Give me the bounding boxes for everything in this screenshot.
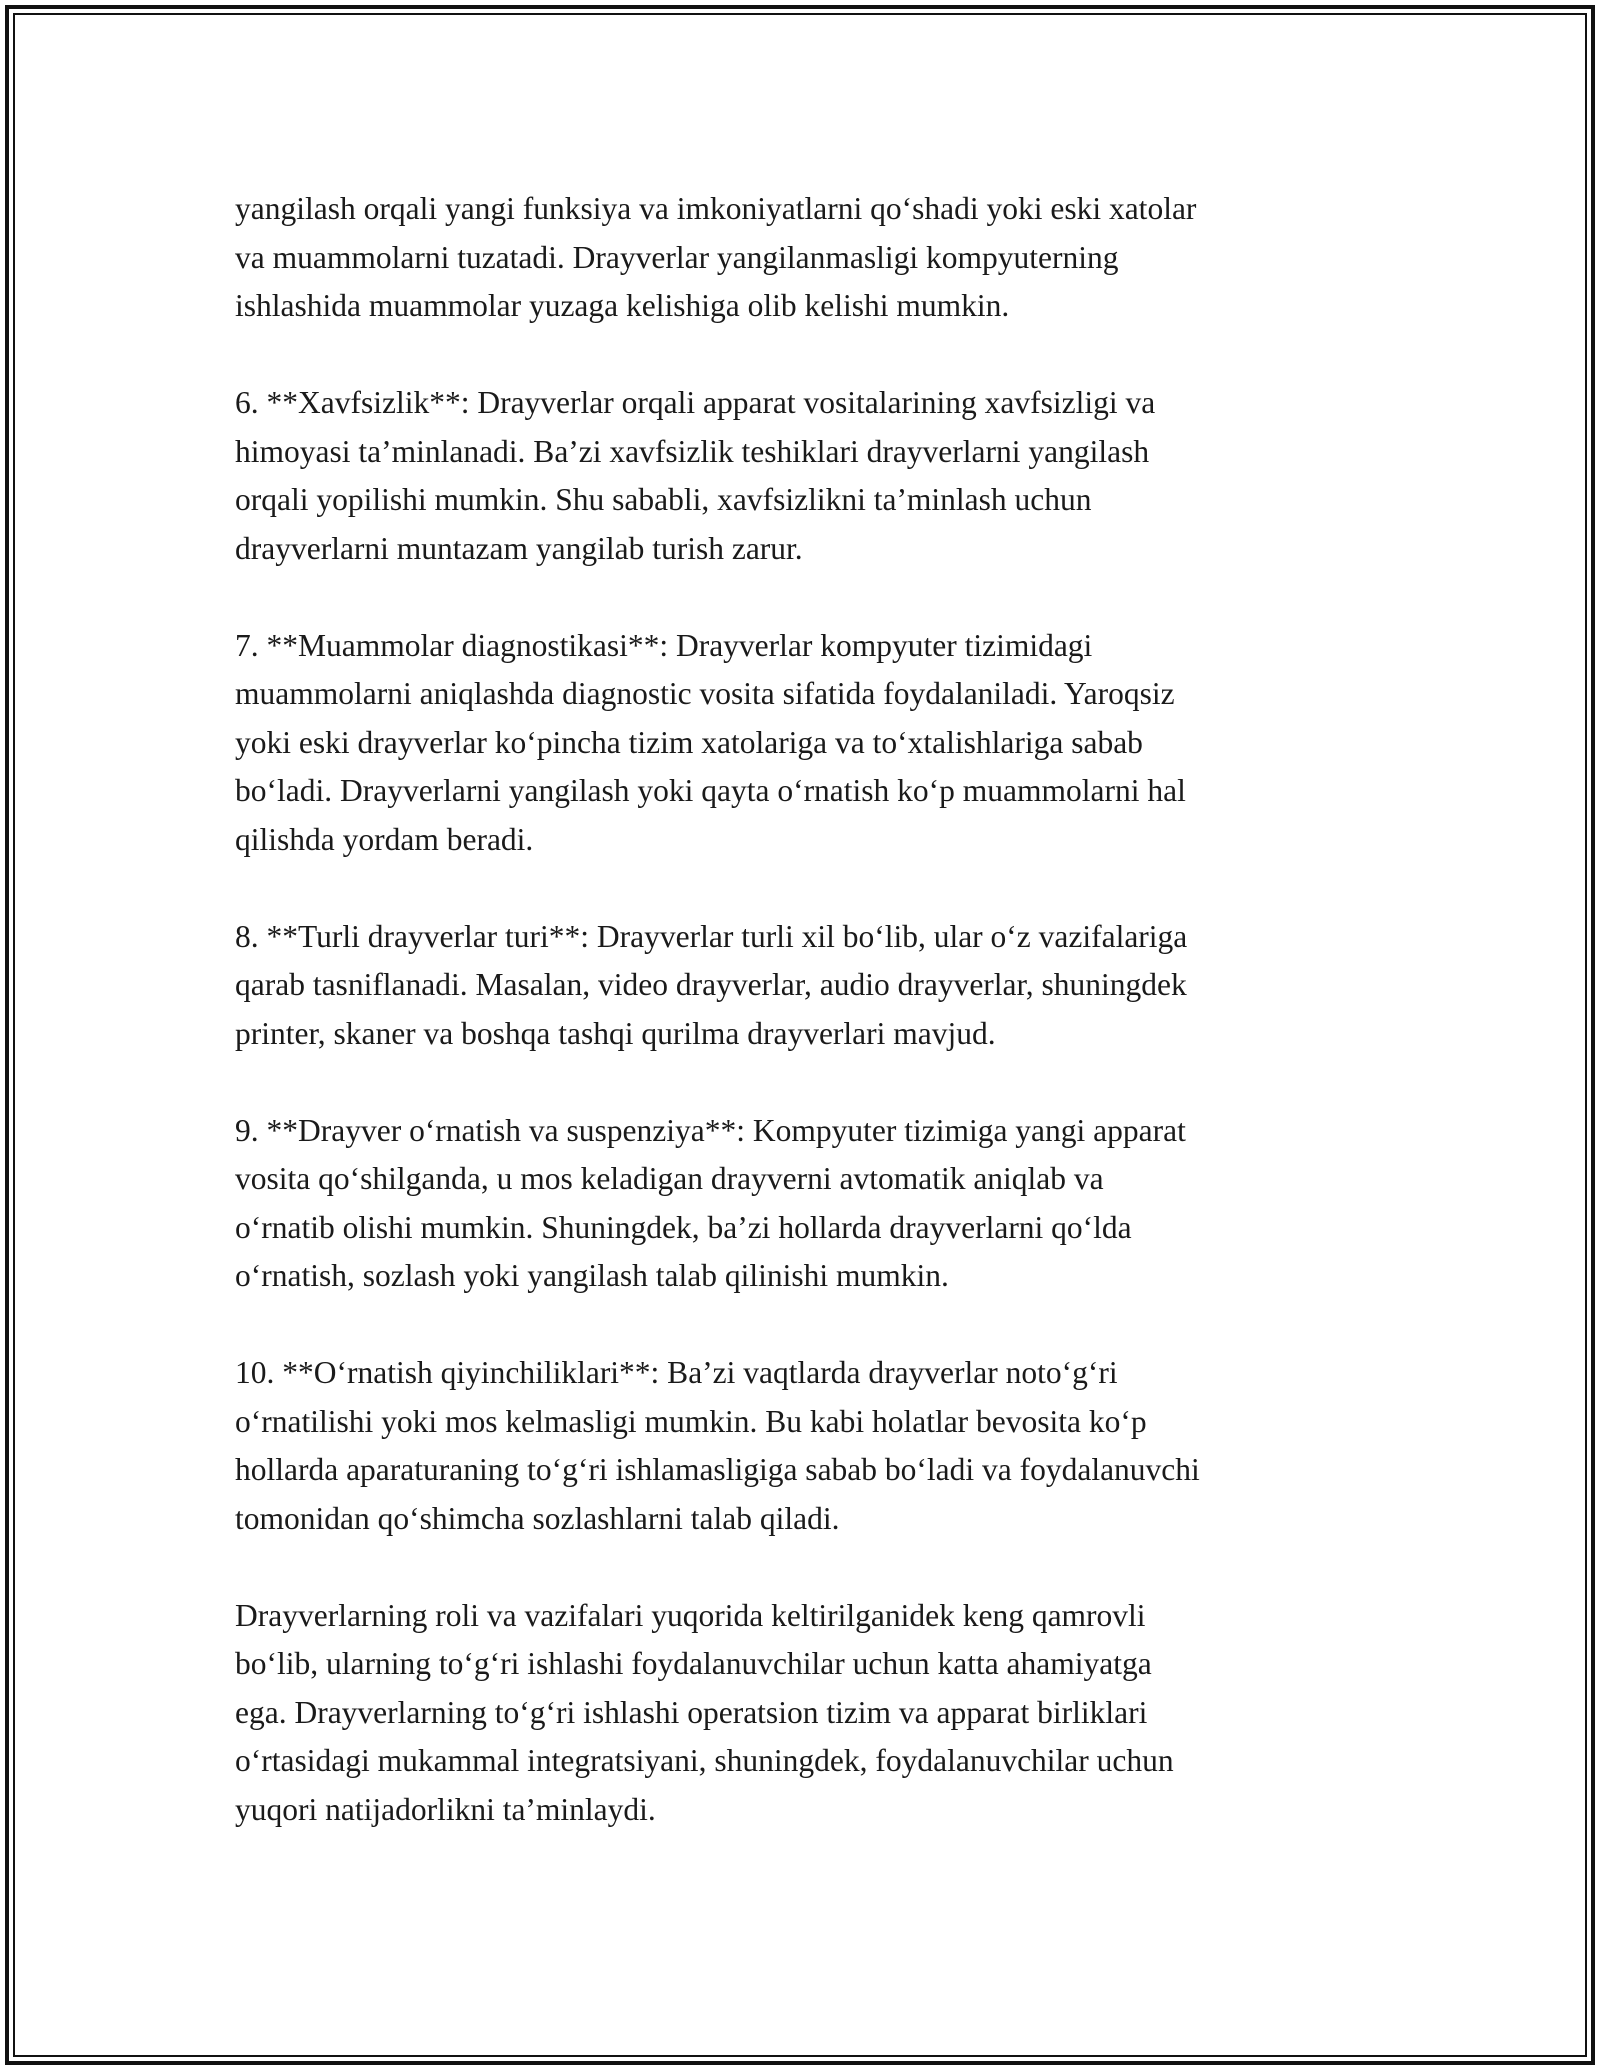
text-line: ishlashida muammolar yuzaga kelishiga olib kelishi mumkin. [235, 288, 1010, 323]
text-line: yuqori natijadorlikni ta’minlaydi. [235, 1791, 656, 1827]
document-body [235, 185, 1385, 1883]
text-line: orqali yopilishi mumkin. Shu sababli, xavfsizlikni ta’minlash uchun [235, 482, 1092, 517]
text-line: printer, skaner va boshqa tashqi qurilma drayverlari mavjud. [235, 1015, 996, 1051]
text-line: o‘rnatib olishi mumkin. Shuningdek, ba’zi hollarda drayverlarni qo‘lda [235, 1209, 1132, 1245]
text-line: muammolarni aniqlashda diagnostic vosita sifatida foydalaniladi. Yaroqsiz [235, 676, 1175, 711]
text-line: yangilash orqali yangi funksiya va imkoniyatlarni qo‘shadi yoki eski xatolar [235, 191, 1197, 226]
paragraph-item-8 [235, 913, 1385, 1059]
text-line: o‘rnatish, sozlash yoki yangilash talab qilinishi mumkin. [235, 1258, 949, 1293]
text-line: o‘rnatilishi yoki mos kelmasligi mumkin. Bu kabi holatlar bevosita ko‘p [235, 1403, 1147, 1439]
text-line: 10. **O‘rnatish qiyinchiliklari**: Ba’zi vaqtlarda drayverlar noto‘g‘ri [235, 1355, 1118, 1390]
paragraph-conclusion [235, 1592, 1385, 1835]
text-line: o‘rtasidagi mukammal integratsiyani, shuningdek, foydalanuvchilar uchun [235, 1743, 1174, 1778]
text-line: hollarda aparaturaning to‘g‘ri ishlamasligiga sabab bo‘ladi va foydalanuvchi [235, 1452, 1200, 1487]
text-line: va muammolarni tuzatadi. Drayverlar yangilanmasligi kompyuterning [235, 239, 1119, 275]
text-line: 8. **Turli drayverlar turi**: Drayverlar turli xil bo‘lib, ular o‘z vazifalariga [235, 918, 1188, 954]
text-line: qilishda yordam beradi. [235, 821, 534, 857]
paragraph-item-9 [235, 1107, 1385, 1301]
text-line: bo‘ladi. Drayverlarni yangilash yoki qayta o‘rnatish ko‘p muammolarni hal [235, 773, 1186, 808]
text-line: vosita qo‘shilganda, u mos keladigan drayverni avtomatik aniqlab va [235, 1161, 1104, 1196]
text-line: yoki eski drayverlar ko‘pincha tizim xatolariga va to‘xtalishlariga sabab [235, 724, 1143, 760]
text-line: qarab tasniflanadi. Masalan, video drayverlar, audio drayverlar, shuningdek [235, 967, 1187, 1002]
text-line: tomonidan qo‘shimcha sozlashlarni talab qiladi. [235, 1500, 840, 1536]
text-line: ega. Drayverlarning to‘g‘ri ishlashi operatsion tizim va apparat birliklari [235, 1694, 1148, 1730]
paragraph-item-7 [235, 622, 1385, 865]
text-line: bo‘lib, ularning to‘g‘ri ishlashi foydalanuvchilar uchun katta ahamiyatga [235, 1646, 1152, 1681]
text-line: drayverlarni muntazam yangilab turish zarur. [235, 530, 803, 566]
text-line: Drayverlarning roli va vazifalari yuqorida keltirilganidek keng qamrovli [235, 1597, 1146, 1633]
paragraph-item-6 [235, 379, 1385, 573]
paragraph-continuation [235, 185, 1385, 331]
paragraph-item-10 [235, 1349, 1385, 1543]
text-line: 9. **Drayver o‘rnatish va suspenziya**: Kompyuter tizimiga yangi apparat [235, 1112, 1186, 1148]
text-line: 7. **Muammolar diagnostikasi**: Drayverlar kompyuter tizimidagi [235, 627, 1093, 663]
text-line: 6. **Xavfsizlik**: Drayverlar orqali apparat vositalarining xavfsizligi va [235, 385, 1156, 420]
text-line: himoyasi ta’minlanadi. Ba’zi xavfsizlik teshiklari drayverlarni yangilash [235, 433, 1150, 469]
